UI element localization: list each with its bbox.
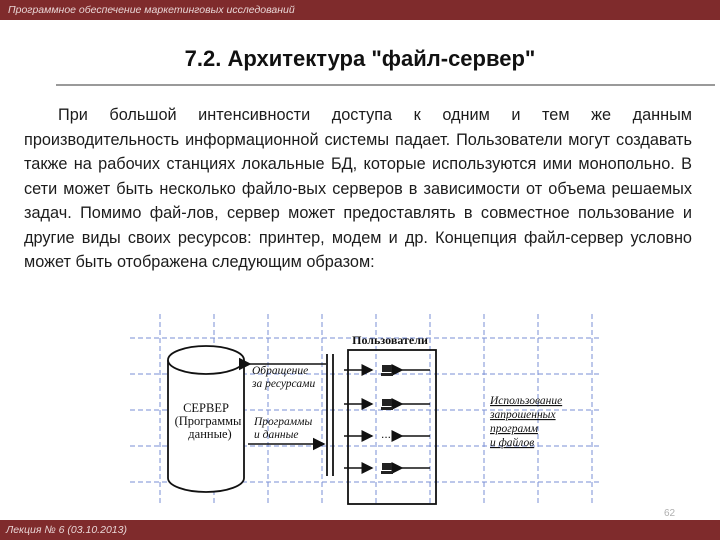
- request-label-line1: Обращение: [252, 365, 309, 377]
- page-number: 62: [664, 508, 676, 519]
- server-sublabel-data: данные): [188, 427, 232, 441]
- users-header: Пользователи: [352, 333, 428, 347]
- title-divider: [56, 84, 715, 86]
- file-server-diagram: [130, 314, 600, 506]
- network-bus: [327, 354, 333, 476]
- response-label-line1: Программы: [254, 416, 313, 428]
- response-label-line2: и данные: [254, 429, 299, 441]
- lecture-label: Лекция № 6 (03.10.2013): [6, 524, 127, 536]
- computer-icon: [381, 399, 393, 410]
- usage-label-line4: и файлов: [490, 437, 535, 449]
- slide-body-text: При большой интенсивности доступа к одним и тем же данным производительность информационной системы падает. Пользователи могут создавать также на рабочих станциях локальные БД, которые используются ими монопольно. В сети может быть несколько файло-вых серверов в зависимости от объема решаемых задач. Помимо фай-лов, сервер может предоставлять в совместное пользование и другие виды своих ресурсов: принтер, модем и др. Концепция файл-сервер условно может быть отображена следующим образом:: [24, 106, 692, 271]
- ellipsis-label: ...: [380, 427, 392, 441]
- user-row-ellipsis: [344, 427, 430, 441]
- usage-label-line2: запрошенных: [490, 409, 556, 421]
- computer-icon: [381, 365, 393, 376]
- server-sublabel-programs: (Программы: [174, 414, 242, 428]
- slide-title: 7.2. Архитектура "файл-сервер": [184, 46, 536, 71]
- usage-label-line1: Использование: [490, 395, 563, 407]
- computer-icon: [381, 463, 393, 474]
- user-row-2: [344, 399, 430, 410]
- server-label: СЕРВЕР: [183, 401, 229, 415]
- user-row-3: [344, 463, 430, 474]
- course-title: Программное обеспечение маркетинговых исследований: [8, 4, 295, 16]
- request-label-line2: за ресурсами: [252, 378, 316, 390]
- usage-label-line3: программ: [490, 423, 538, 435]
